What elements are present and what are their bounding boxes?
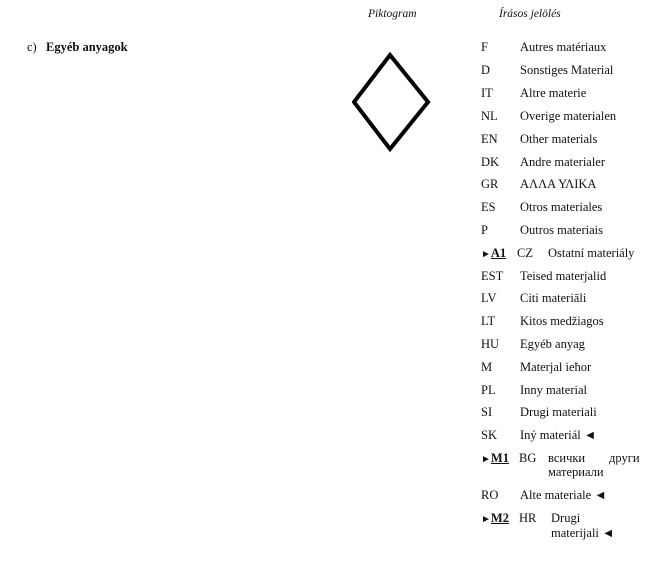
- material-label-hr-line1: Drugi: [551, 511, 581, 525]
- material-label-lt: Kitos medžiagos: [520, 314, 604, 328]
- section-title: Egyéb anyagok: [46, 40, 128, 54]
- lang-code-pl: PL: [481, 383, 496, 397]
- lang-code-gr: GR: [481, 177, 499, 191]
- material-label-bg-word1: всички: [548, 451, 586, 465]
- material-label-en: Other materials: [520, 132, 598, 146]
- diamond-icon: [352, 52, 432, 154]
- amendment-code-a1: A1: [490, 246, 507, 260]
- material-label-f: Autres matériaux: [520, 40, 607, 54]
- material-label-lv: Citi materiāli: [520, 291, 587, 305]
- lang-code-sk: SK: [481, 428, 497, 442]
- material-label-es: Otros materiales: [520, 200, 603, 214]
- start-marker-icon: ►: [481, 514, 491, 525]
- material-label-p: Outros materiais: [520, 223, 603, 237]
- material-label-bg-word2: други: [609, 451, 640, 465]
- lang-code-es: ES: [481, 200, 496, 214]
- lang-code-f: F: [481, 40, 488, 54]
- material-label-cz: Ostatní materiály: [548, 246, 635, 260]
- lang-code-cz: CZ: [517, 246, 533, 260]
- lang-code-ro: RO: [481, 488, 499, 502]
- lang-code-lt: LT: [481, 314, 496, 328]
- lang-code-p: P: [481, 223, 488, 237]
- lang-code-m: M: [481, 360, 493, 374]
- section-letter: c): [27, 40, 37, 54]
- lang-code-est: EST: [481, 269, 504, 283]
- material-label-est: Teised materjalid: [520, 269, 607, 283]
- material-label-hu: Egyéb anyag: [520, 337, 585, 351]
- material-label-gr: ΑΛΛΑ ΥΛΙΚΑ: [520, 177, 597, 191]
- material-label-pl: Inny material: [520, 383, 587, 397]
- lang-code-hr: HR: [519, 511, 537, 525]
- lang-code-nl: NL: [481, 109, 498, 123]
- lang-code-en: EN: [481, 132, 498, 146]
- amendment-marker-m2: [481, 511, 509, 526]
- lang-code-dk: DK: [481, 155, 500, 169]
- material-label-sk: Iný materiál ◄: [520, 428, 597, 442]
- material-label-nl: Overige materialen: [520, 109, 617, 123]
- material-label-m: Materjal ieħor: [520, 360, 592, 374]
- material-label-dk: Andre materialer: [520, 155, 606, 169]
- material-label-si: Drugi materiali: [520, 405, 597, 419]
- lang-code-si: SI: [481, 405, 493, 419]
- amendment-marker-a1: [481, 246, 506, 261]
- material-label-hr-line2: materijali ◄: [551, 526, 615, 540]
- start-marker-icon: ►: [481, 249, 491, 260]
- material-label-bg-line2: материали: [548, 465, 604, 479]
- lang-code-hu: HU: [481, 337, 500, 351]
- material-label-it: Altre materie: [520, 86, 587, 100]
- amendment-marker-m1: [481, 451, 509, 466]
- written-label-column-header: Írásos jelölés: [499, 8, 561, 20]
- lang-code-it: IT: [481, 86, 493, 100]
- lang-code-d: D: [481, 63, 491, 77]
- lang-code-bg: BG: [519, 451, 537, 465]
- material-label-ro: Alte materiale ◄: [520, 488, 607, 502]
- lang-code-lv: LV: [481, 291, 497, 305]
- amendment-code-m1: M1: [490, 451, 509, 465]
- amendment-code-m2: M2: [490, 511, 509, 525]
- material-label-d: Sonstiges Material: [520, 63, 614, 77]
- pictogram-column-header: Piktogram: [368, 8, 417, 20]
- start-marker-icon: ►: [481, 454, 491, 465]
